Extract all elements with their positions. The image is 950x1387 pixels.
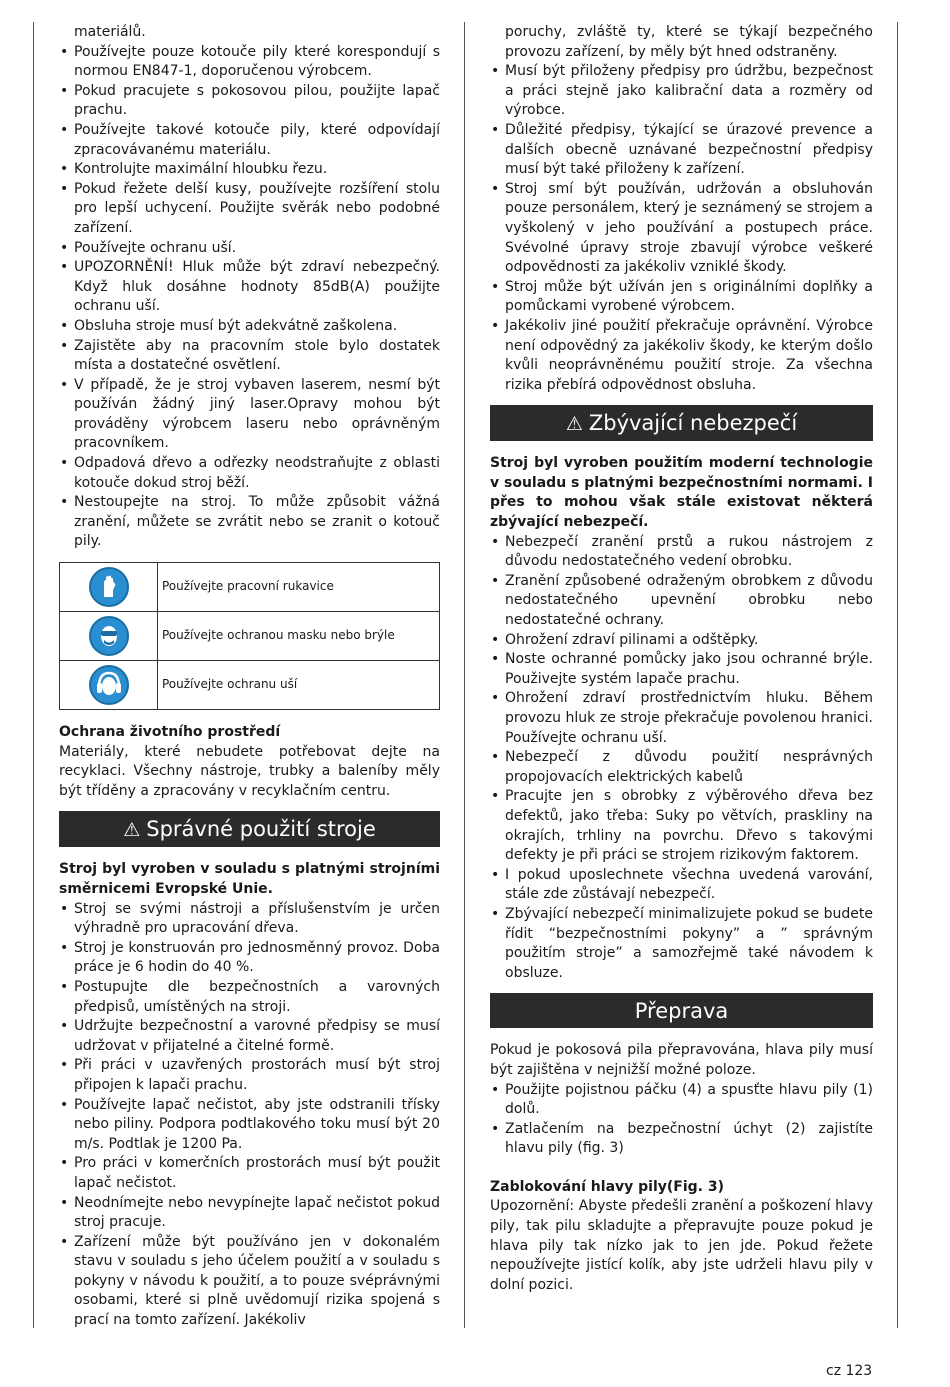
- list-item: • Stroj je konstruován pro jednosměnný provoz. Doba práce je 6 hodin do 40 %.: [59, 939, 440, 978]
- list-item: • Postupujte dle bezpečnostních a varovných předpisů, umístěných na stroji.: [59, 978, 440, 1017]
- warning-triangle-icon: ⚠: [565, 413, 583, 436]
- list-item: • Zajistěte aby na pracovním stole bylo dostatek místa a dostatečné osvětlení.: [59, 337, 440, 376]
- ppe-icon-cell: [60, 661, 158, 710]
- correct-use-list: [59, 900, 440, 1331]
- list-item: • Při práci v uzavřených prostorách musí být stroj připojen k lapači prachu.: [59, 1056, 440, 1095]
- transport-heading-text: Přeprava: [634, 999, 729, 1024]
- environment-title: Ochrana životního prostředí: [59, 724, 281, 741]
- correct-use-list-continued: [490, 23, 873, 395]
- transport-intro: Pokud je pokosová pila přepravována, hlava pily musí být zajištěna v nejnižší možné poloze.: [490, 1042, 873, 1078]
- list-item: • UPOZORNĚNÍ! Hluk může být zdraví nebezpečný. Když hluk dosáhne hodnoty 85dB(A) použijte ochranu uší.: [59, 258, 440, 317]
- list-item: • Neodnímejte nebo nevypínejte lapač nečistot pokud stroj pracuje.: [59, 1194, 440, 1233]
- ppe-icon-cell: [60, 563, 158, 612]
- list-item: • Pokud řežete delší kusy, používejte rozšíření stolu pro lepší uchycení. Použijte svěrák nebo podobné zařízení.: [59, 180, 440, 239]
- gloves-icon: [89, 567, 129, 607]
- left-column: [59, 23, 440, 1331]
- correct-use-heading: [59, 811, 440, 847]
- list-item: • Obsluha stroje musí být adekvátně zaškolena.: [59, 317, 440, 337]
- intro-safety-list: [59, 23, 440, 552]
- list-item: • Udržujte bezpečnostní a varovné předpisy se musí udržovat v přijatelné a čitelné formě.: [59, 1017, 440, 1056]
- list-item: • Noste ochranné pomůcky jako jsou ochranné brýle. Použivejte systém lapače prachu.: [490, 650, 873, 689]
- left-margin-rule: [33, 22, 34, 1328]
- list-item: • Kontrolujte maximální hloubku řezu.: [59, 160, 440, 180]
- transport-list: [490, 1081, 873, 1159]
- list-item: • Odpadová dřevo a odřezky neodstraňujte z oblasti kotouče dokud stroj běží.: [59, 454, 440, 493]
- residual-risks-intro: Stroj byl vyroben použitím moderní technologie v souladu s platnými bezpečnostními normami. I přes to mohou však stále existovat některá zbývající nebezpečí.: [490, 455, 873, 531]
- list-item: • Ohrožení zdraví prostřednictvím hluku. Během provozu hluk ze stroje překračuje povolenou hranici. Používejte ochranu uší.: [490, 689, 873, 748]
- correct-use-heading-text: Správné použití stroje: [146, 817, 376, 842]
- environment-text: Materiály, které nebudete potřebovat dejte na recyklaci. Všechny nástroje, trubky a baleníby měly být tříděny a zpracovány v recyklačním centru.: [59, 743, 440, 799]
- page-number: cz 123: [826, 1363, 873, 1379]
- center-column-rule: [464, 22, 465, 1328]
- list-item: • Ohrožení zdraví pilinami a odštěpky.: [490, 631, 873, 651]
- list-item: • Nestoupejte na stroj. To může způsobit vážná zranění, můžete se zvrátit nebo se zranit o kotouč pily.: [59, 493, 440, 552]
- list-item: • Nebezpečí zranění prstů a rukou nástrojem z důvodu nedostatečného vedení obrobku.: [490, 533, 873, 572]
- list-item: • Zatlačením na bezpečnostní úchyt (2) zajistíte hlavu pily (fig. 3): [490, 1120, 873, 1159]
- list-item: • Zařízení může být používáno jen v dokonalém stavu v souladu s jeho účelem použití a v souladu s pokyny v návodu k použití, a to pouze svéprávnými osobami, které si plně uvědomují rizika spojená s prací na tomto zařízení. Jakékoliv: [59, 1233, 440, 1331]
- list-item: • Používejte pouze kotouče pily které korespondují s normou EN847-1, doporučenou výrobcem.: [59, 43, 440, 82]
- list-item: • Použijte pojistnou páčku (4) a spusťte hlavu pily (1) dolů.: [490, 1081, 873, 1120]
- residual-risks-list: [490, 533, 873, 984]
- ppe-label: Používejte pracovní rukavice: [158, 563, 440, 612]
- ppe-label: Používejte ochranu uší: [158, 661, 440, 710]
- list-item: • Pro práci v komerčních prostorách musí být použit lapač nečistot.: [59, 1154, 440, 1193]
- list-item: • V případě, že je stroj vybaven laserem, nesmí být používán žádný jiný laser.Opravy mohou být prováděny výrobcem laseru nebo oprávněným pracovníkem.: [59, 376, 440, 454]
- list-item: • Zbývající nebezpečí minimalizujete pokud se budete řídit “bezpečnostními pokyny” a ” správným použitím stroje” a samozřejmě také návodem k obsluze.: [490, 905, 873, 983]
- list-item: • Jakékoliv jiné použití překračuje oprávnění. Výrobce není odpovědný za jakékoliv škody, ke kterým došlo kvůli neoprávněnému použití stroje. Za všechna rizika přebírá odpovědnost obsluha.: [490, 317, 873, 395]
- ppe-icon-cell: [60, 612, 158, 661]
- list-item: • Zranění způsobené odraženým obrobkem z důvodu nedostatečného upevnění obrobku nebo nedostatečné ochrany.: [490, 572, 873, 631]
- lock-text: Upozornění: Abyste předešli zranění a poškození hlavy pily, tak pilu skladujte a přepravujte pouze pokud je hlava pily tak nízko jak to jen jde. Pokud řežete nepoužívejte jistící kolík, aby jste udrželi hlavu pily v dolní pozici.: [490, 1198, 873, 1293]
- face-mask-icon: [89, 616, 129, 656]
- ear-protection-icon: [89, 665, 129, 705]
- list-item: • Stroj se svými nástroji a příslušenstvím je určen výhradně pro upracování dřeva.: [59, 900, 440, 939]
- list-item-continuation: poruchy, zvláště ty, které se týkají bezpečného provozu zařízení, by měly být hned odstraněny.: [505, 24, 873, 60]
- ppe-row-gloves: [60, 563, 440, 612]
- list-item: • Používejte lapač nečistot, aby jste odstranili třísky nebo piliny. Podpora podtlakového toku musí být 20 m/s. Podtlak je 1200 Pa.: [59, 1096, 440, 1155]
- transport-heading: [490, 993, 873, 1028]
- ppe-label: Používejte ochranou masku nebo brýle: [158, 612, 440, 661]
- list-item: • Stroj smí být používán, udržován a obsluhován pouze personálem, který je seznámený se strojem a vyškolený v jeho používání a postupech práce. Svévolné úpravy stroje zbavují výrobce veškeré odpovědnosti za jakékoliv vzniklé škody.: [490, 180, 873, 278]
- residual-risks-heading-text: Zbývající nebezpečí: [588, 411, 798, 436]
- correct-use-intro: Stroj byl vyroben v souladu s platnými strojními směrnicemi Evropské Unie.: [59, 861, 440, 897]
- list-item: • Pokud pracujete s pokosovou pilou, použijte lapač prachu.: [59, 82, 440, 121]
- list-item: • I pokud uposlechnete všechna uvedená varování, stále zde zůstávají nebezpečí.: [490, 866, 873, 905]
- ppe-row-ear: [60, 661, 440, 710]
- list-item: • Stroj může být užíván jen s originálními doplňky a pomůckami vyrobené výrobcem.: [490, 278, 873, 317]
- list-item: • Používejte takové kotouče pily, které odpovídají zpracovávanému materiálu.: [59, 121, 440, 160]
- right-column: [490, 23, 873, 1295]
- lock-title: Zablokování hlavy pily(Fig. 3): [490, 1178, 725, 1195]
- list-item: • Používejte ochranu uší.: [59, 239, 440, 259]
- ppe-table: [59, 562, 440, 710]
- warning-triangle-icon: ⚠: [123, 819, 141, 842]
- list-item: • Musí být přiloženy předpisy pro údržbu, bezpečnost a práci stejně jako kalibrační data a rozměry od výrobce.: [490, 62, 873, 121]
- list-item-continuation: materiálů.: [74, 24, 146, 40]
- residual-risks-heading: [490, 405, 873, 441]
- ppe-row-mask: [60, 612, 440, 661]
- spacer: [490, 1159, 873, 1178]
- list-item: • Nebezpečí z důvodu použití nesprávných propojovacích elektrických kabelů: [490, 748, 873, 787]
- right-margin-rule: [897, 22, 898, 1328]
- list-item: • Důležité předpisy, týkající se úrazové prevence a dalších obecně uznávané bezpečnostní předpisy musí být také přiloženy k zařízení.: [490, 121, 873, 180]
- list-item: • Pracujte jen s obrobky z výběrového dřeva bez defektů, jako třeba: Suky po větvích, praskliny na okrajích, trhliny na povrchu. Dřevo s takovými defekty je při práci se strojem rizikovým faktorem.: [490, 787, 873, 865]
